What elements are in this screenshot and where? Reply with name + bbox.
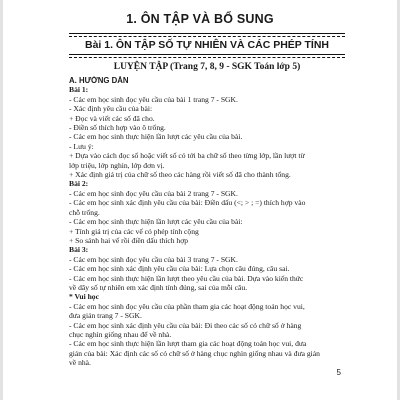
text-line: + Tính giá trị của các vế có phép tính cộng (69, 226, 199, 236)
text-line: giản của bài: Xác định các số có chữ số ở hàng chục nghìn giống nhau và đưa giản (69, 348, 320, 358)
text-line: chỗ trống. (69, 207, 100, 217)
text-line: - Các em học sinh xác định yêu cầu của bài: Lựa chọn câu đúng, câu sai. (69, 264, 290, 274)
divider-top-dashed (69, 36, 345, 37)
text-line: + Dựa vào cách đọc số hoặc viết số có tới ba chữ số theo từng lớp, lần lượt từ (69, 151, 305, 161)
text-line: - Các em học sinh xác định yêu cầu của bài: Đi theo các số có chữ số ở hàng (69, 320, 302, 330)
text-line: - Các em học sinh thực hiện lần lượt các yêu cầu của bài. (69, 132, 243, 142)
text-line: - Các em học sinh thực hiện lần lượt tham gia các hoạt động toán học vui, đưa (69, 339, 307, 349)
divider-lesson-dashed (69, 57, 345, 58)
exercise-heading: * Vui học (69, 292, 99, 302)
text-line: về dãy số tự nhiên em xác định tính đúng, sai của mỗi câu. (69, 282, 248, 292)
lesson-title: Bài 1. ÔN TẬP SỐ TỰ NHIÊN VÀ CÁC PHÉP TÍNH (84, 39, 330, 51)
text-line: - Các em học sinh thực hiện lần lượt các yêu cầu của bài: (69, 217, 243, 227)
text-line: - Các em học sinh đọc yêu cầu của bài 3 trang 7 - SGK. (69, 254, 238, 264)
chapter-title: 1. ÔN TẬP VÀ BỔ SUNG (126, 12, 274, 26)
text-line: - Các em học sinh xác định yêu cầu của bài: Điền dấu (<; > ; =) thích hợp vào (69, 198, 306, 208)
text-line: - Các em học sinh đọc yêu cầu của bài 2 trang 7 - SGK. (69, 188, 238, 198)
exercise-heading: Bài 3: (69, 245, 89, 255)
section-heading: A. HƯỚNG DẪN (69, 76, 129, 85)
text-line: đưa giản trang 7 - SGK. (69, 311, 142, 321)
text-line: - Các em học sinh đọc yêu cầu của bài 1 trang 7 - SGK. (69, 94, 238, 104)
practice-title: LUYỆN TẬP (Trang 7, 8, 9 - SGK Toán lớp 5) (113, 62, 301, 72)
text-line: - Lưu ý: (69, 141, 94, 151)
text-line: + Xác định giá trị của chữ số theo các hàng rồi viết số đã cho thành tổng. (69, 170, 291, 180)
exercise-heading: Bài 2: (69, 179, 89, 189)
divider-lesson (69, 54, 345, 55)
text-line: + Đọc và viết các số đã cho. (69, 113, 155, 123)
divider-top (69, 33, 345, 34)
text-line: lớp triệu, lớp nghìn, lớp đơn vị. (69, 160, 165, 170)
text-line: chục nghìn giống nhau để về nhà. (69, 329, 172, 339)
text-line: - Điền số thích hợp vào ô trống. (69, 123, 166, 133)
guide-text (69, 76, 351, 368)
text-line: - Các em học sinh đọc yêu cầu của phần tham gia các hoạt động toán học vui, (69, 301, 305, 311)
text-line: - Xác định yêu cầu của bài: (69, 104, 153, 114)
text-line: về nhà. (69, 358, 91, 368)
text-line: - Các em học sinh thực hiện lần lượt theo yêu cầu của bài. Dựa vào kiến thức (69, 273, 304, 283)
text-line: + So sánh hai vế rồi điền dấu thích hợp (69, 235, 189, 245)
page-number: 5 (336, 368, 341, 377)
exercise-heading: Bài 1: (69, 85, 89, 95)
